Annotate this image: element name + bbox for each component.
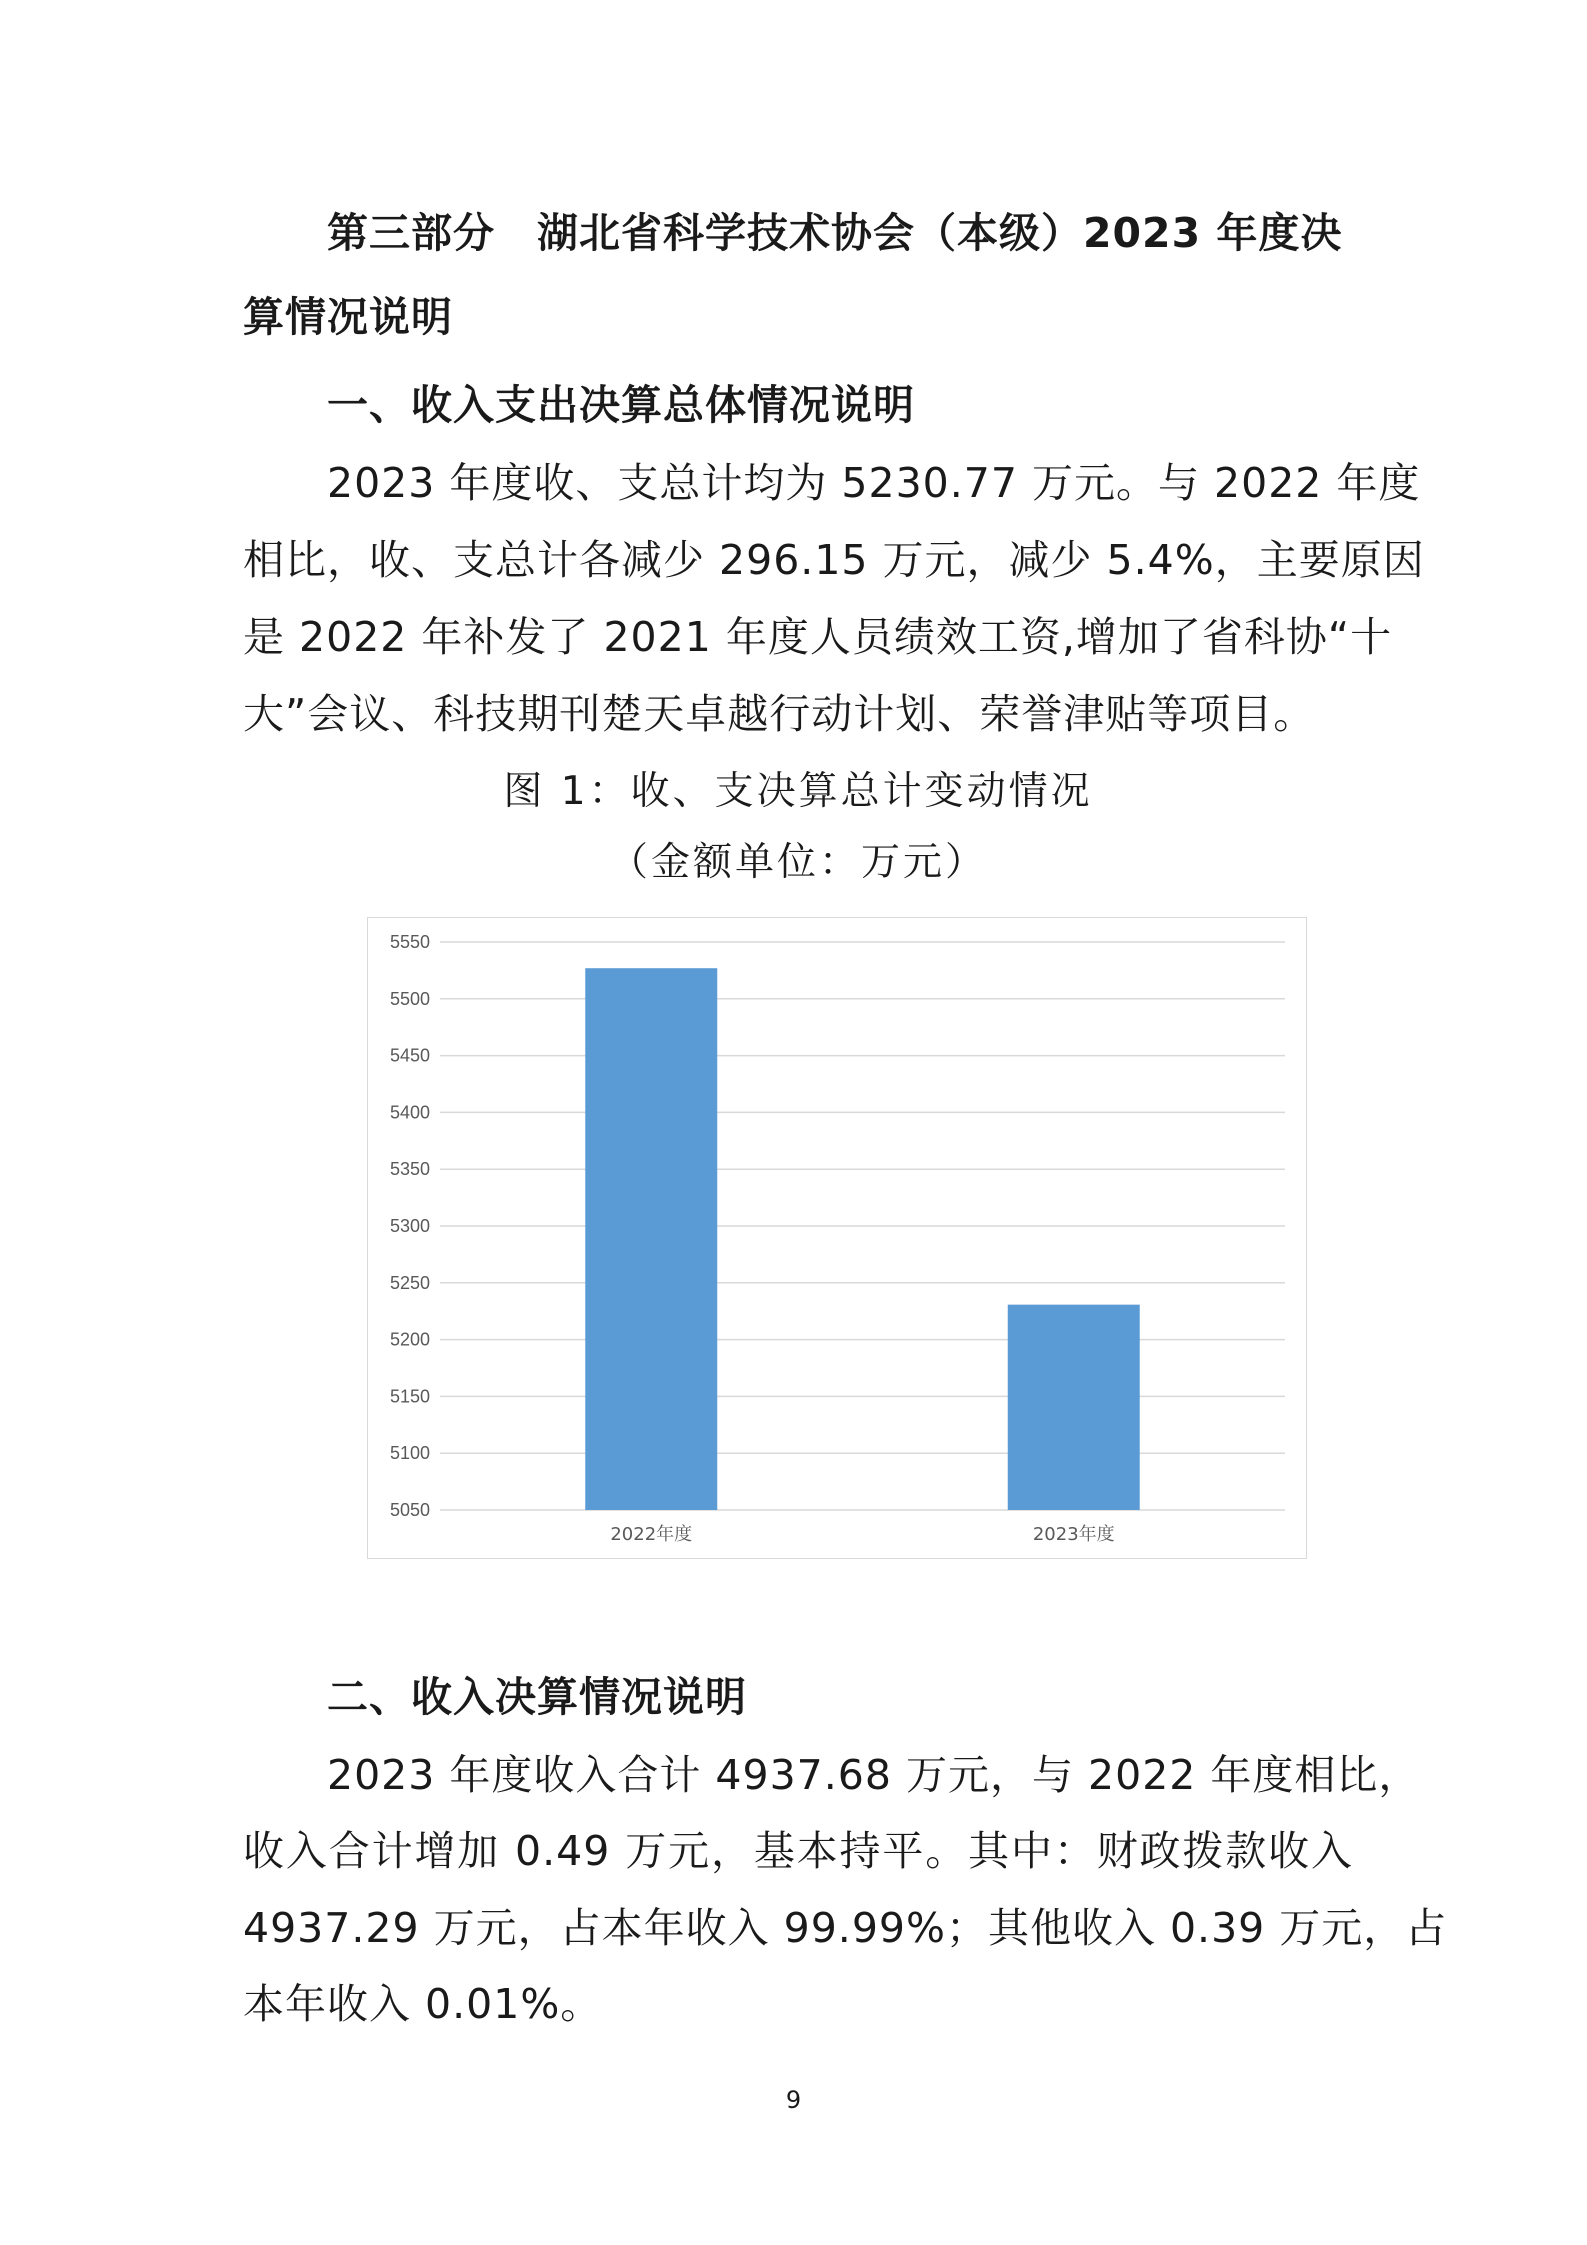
y-tick-label: 5400 [389,1102,430,1123]
subsection2-para-line1: 2023 年度收入合计 4937.68 万元，与 2022 年度相比， [327,1751,1421,1799]
x-category-label: 2022年度 [610,1524,693,1545]
bar-1 [585,968,717,1510]
bar-chart-svg [368,918,1308,1560]
subsection2-para-line4: 本年收入 0.01%。 [243,1980,603,2028]
subsection2-para-line2: 收入合计增加 0.49 万元，基本持平。其中：财政拨款收入 [243,1827,1353,1875]
figure-unit: （金额单位：万元） [608,840,987,885]
subsection1-para-line2: 相比，收、支总计各减少 296.15 万元，减少 5.4%，主要原因 [243,536,1425,584]
subsection2-title: 二、收入决算情况说明 [327,1673,747,1721]
page-number: 9 [785,2086,802,2114]
y-tick-label: 5150 [389,1386,430,1407]
subsection1-title: 一、收入支出决算总体情况说明 [327,381,915,429]
y-tick-label: 5450 [389,1045,430,1066]
figure-caption: 图 1：收、支决算总计变动情况 [503,769,1093,814]
bar-2 [1008,1305,1140,1510]
y-tick-label: 5300 [389,1216,430,1236]
section-heading-line2: 算情况说明 [243,293,453,341]
section-heading-line1: 第三部分 湖北省科学技术协会（本级）2023 年度决 [327,209,1343,257]
subsection1-para-line1: 2023 年度收、支总计均为 5230.77 万元。与 2022 年度 [327,459,1421,507]
bar-chart [367,917,1307,1559]
y-tick-label: 5250 [389,1272,430,1293]
y-tick-label: 5550 [389,932,430,952]
subsection2-para-line3: 4937.29 万元，占本年收入 99.99%；其他收入 0.39 万元，占 [243,1904,1448,1952]
subsection1-para-line4: 大”会议、科技期刊楚天卓越行动计划、荣誉津贴等项目。 [243,690,1316,738]
x-category-label: 2023年度 [1032,1524,1115,1545]
y-tick-label: 5350 [389,1159,430,1180]
y-tick-label: 5200 [389,1329,430,1350]
subsection1-para-line3: 是 2022 年补发了 2021 年度人员绩效工资,增加了省科协“十 [243,613,1393,661]
y-tick-label: 5050 [389,1500,430,1520]
y-tick-label: 5500 [389,988,430,1009]
y-tick-label: 5100 [389,1443,430,1464]
